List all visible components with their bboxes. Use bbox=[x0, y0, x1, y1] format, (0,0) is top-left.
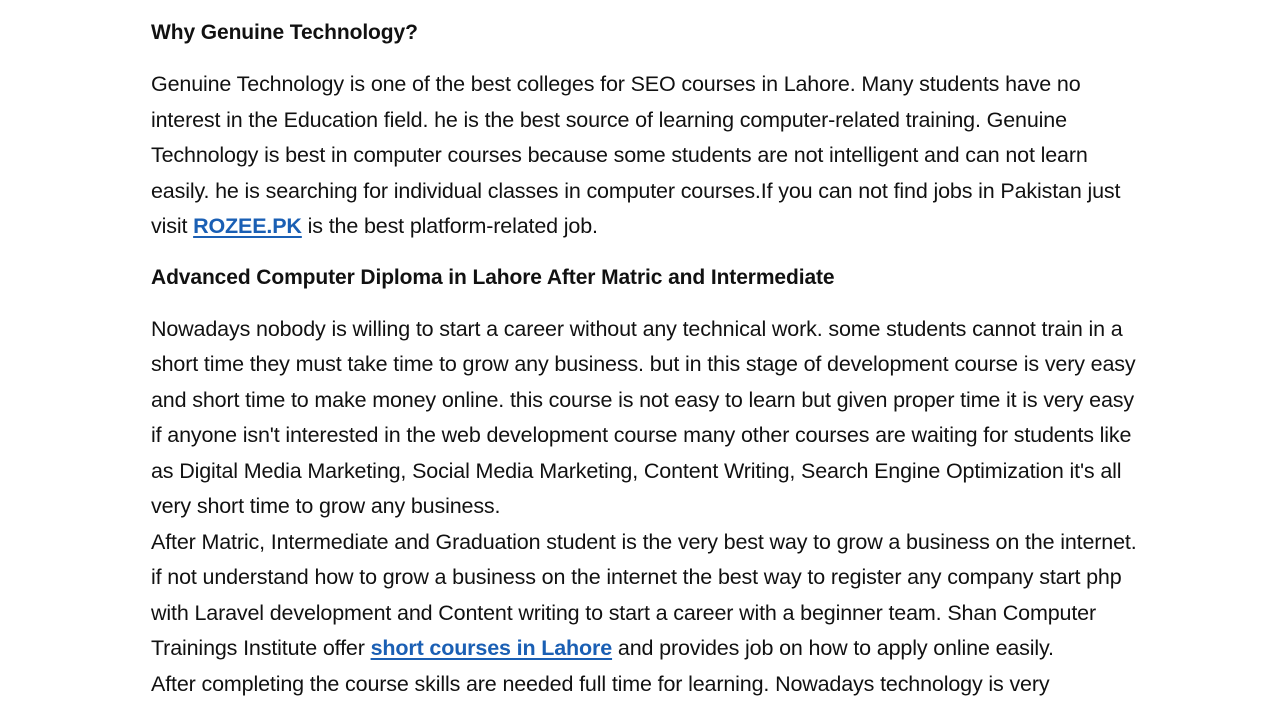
paragraph-text: After Matric, Intermediate and Graduation student is the very best way to grow a business on the internet. if not understand how to grow a business on the internet the best way to register any company start php with Laravel development and Content writing to start a career with a beginner team. Shan Computer Trainings Institute offer bbox=[151, 529, 1137, 660]
rozee-pk-link[interactable]: ROZEE.PK bbox=[193, 214, 302, 238]
paragraph-text: Genuine Technology is one of the best colleges for SEO courses in Lahore. Many students have no interest in the Education field. he is the best source of learning computer-related training. Genuine Technology is best in computer courses because some students are not intelligent and can not learn easily. he is searching for individual classes in computer courses.If you can not find jobs in Pakistan just visit bbox=[151, 72, 1121, 238]
paragraph-text: is the best platform-related job. bbox=[301, 214, 598, 238]
short-courses-link[interactable]: short courses in Lahore bbox=[370, 636, 613, 660]
paragraph-after-completing: After completing the course skills are needed full time for learning. Nowadays technology is very bbox=[151, 671, 1050, 696]
paragraph-text: and provides job on how to apply online easily. bbox=[612, 636, 1054, 660]
paragraph-after-matric bbox=[151, 525, 1141, 667]
paragraph-nowadays: Nowadays nobody is willing to start a career without any technical work. some students cannot train in a short time they must take time to grow any business. but in this stage of development course is very easy and short time to make money online. this course is not easy to learn but given proper time it is very easy if anyone isn't interested in the web development course many other courses are waiting for students like as Digital Media Marketing, Social Media Marketing, Content Writing, Search Engine Optimization it's all very short time to grow any business. bbox=[151, 316, 1136, 518]
document-content bbox=[151, 17, 1141, 702]
paragraph-genuine-technology bbox=[151, 67, 1141, 245]
heading-why-genuine-technology: Why Genuine Technology? bbox=[151, 21, 418, 44]
heading-advanced-computer-diploma: Advanced Computer Diploma in Lahore After Matric and Intermediate bbox=[151, 265, 835, 289]
